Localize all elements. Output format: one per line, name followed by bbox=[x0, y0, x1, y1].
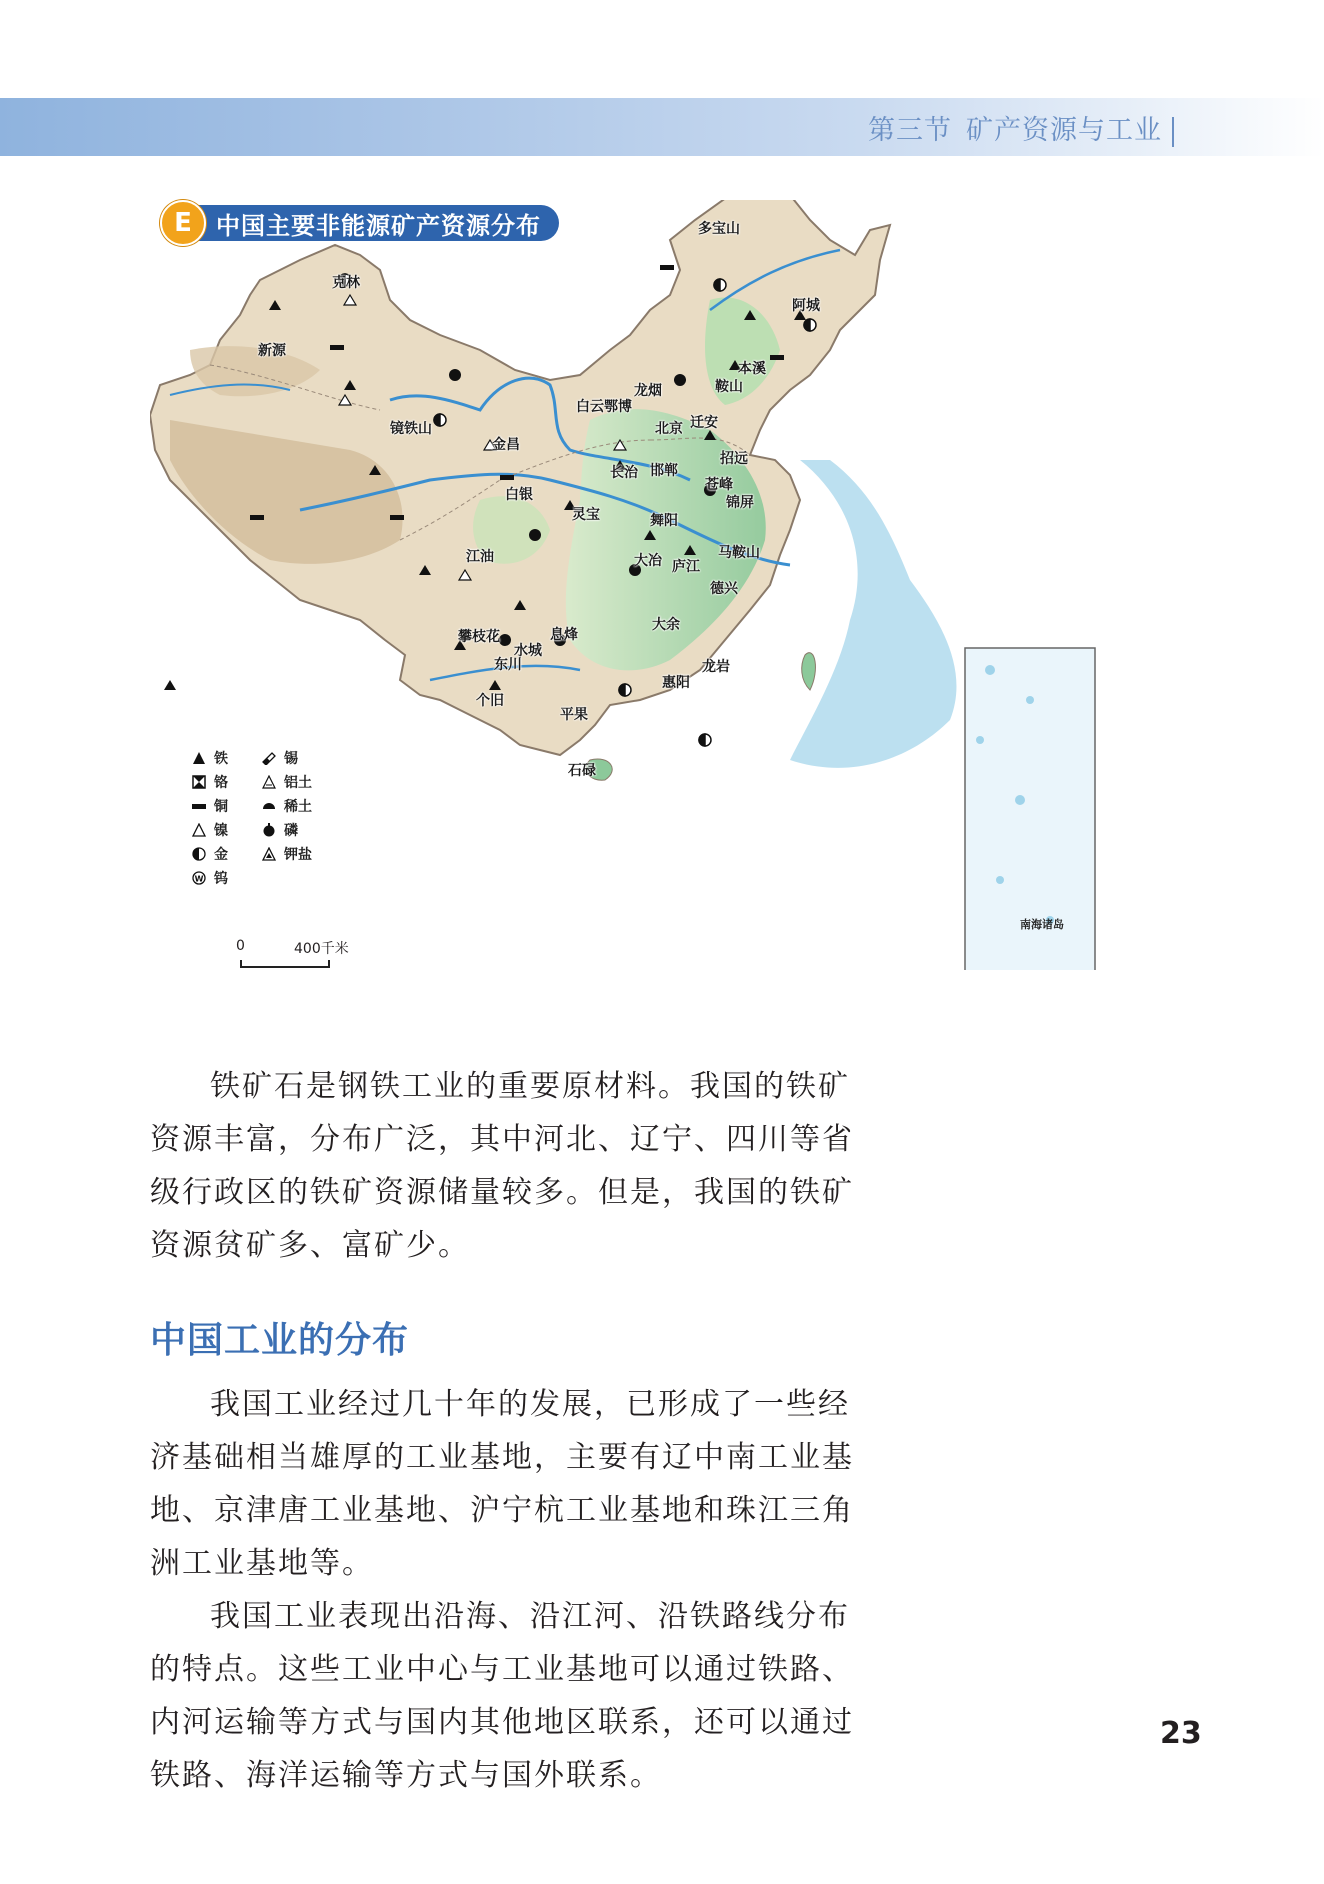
legend-item bbox=[260, 748, 298, 768]
place-lujiang: 庐江 bbox=[672, 559, 700, 575]
legend-item bbox=[260, 820, 298, 840]
inset-label: 南海诸岛 bbox=[1020, 918, 1064, 931]
place-cangfeng: 苍峰 bbox=[705, 477, 733, 493]
paragraph-text: 我国工业经过几十年的发展，已形成了一些经济基础相当雄厚的工业基地，主要有辽中南工业基地、京津唐工业基地、沪宁杭工业基地和珠江三角洲工业基地等。 bbox=[150, 1387, 854, 1581]
legend-label: 锡 bbox=[284, 751, 298, 767]
legend-item bbox=[190, 748, 228, 768]
place-wuyang: 舞阳 bbox=[650, 513, 678, 529]
legend-item bbox=[190, 844, 228, 864]
place-maanshan: 马鞍山 bbox=[718, 545, 760, 561]
place-pingguo: 平果 bbox=[560, 707, 588, 723]
place-jinping: 锦屏 bbox=[726, 495, 754, 511]
paragraph-text: 我国工业表现出沿海、沿江河、沿铁路线分布的特点。这些工业中心与工业基地可以通过铁路、内河运输等方式与国内其他地区联系，还可以通过铁路、海洋运输等方式与国外联系。 bbox=[150, 1599, 854, 1793]
triangle-dash-icon bbox=[260, 773, 278, 791]
paragraph-text: 铁矿石是钢铁工业的重要原材料。我国的铁矿资源丰富，分布广泛，其中河北、辽宁、四川等省级行政区的铁矿资源储量较多。但是，我国的铁矿资源贫矿多、富矿少。 bbox=[150, 1069, 854, 1263]
figure-letter-badge: E bbox=[160, 200, 206, 246]
place-lingbao: 灵宝 bbox=[572, 507, 600, 523]
place-baiyunebo: 白云鄂博 bbox=[576, 399, 632, 415]
legend-item bbox=[190, 772, 228, 792]
map-title-badge bbox=[160, 202, 559, 244]
legend-label: 铜 bbox=[214, 799, 228, 815]
legend-item bbox=[190, 820, 228, 840]
legend-label: 钨 bbox=[214, 871, 228, 887]
legend-label: 铁 bbox=[214, 751, 228, 767]
place-jinchang: 金昌 bbox=[492, 437, 520, 453]
triangle-outline-icon bbox=[190, 821, 208, 839]
taiwan bbox=[802, 653, 816, 690]
place-beijing: 北京 bbox=[655, 421, 683, 437]
place-anshan: 鞍山 bbox=[715, 379, 743, 395]
place-shilu: 石碌 bbox=[568, 763, 596, 779]
place-baiyin: 白银 bbox=[505, 487, 533, 503]
place-duobaoshan: 多宝山 bbox=[698, 221, 740, 237]
semicircle-icon bbox=[260, 797, 278, 815]
sea-area bbox=[790, 460, 956, 768]
legend-item bbox=[260, 772, 312, 792]
place-gejiu: 个旧 bbox=[476, 693, 504, 709]
svg-text:W: W bbox=[194, 874, 204, 884]
chromium-box-icon bbox=[190, 773, 208, 791]
legend-label: 稀土 bbox=[284, 799, 312, 815]
scale-zero: 0 bbox=[236, 938, 245, 954]
place-changzhi: 长治 bbox=[610, 465, 638, 481]
phosphorus-icon bbox=[260, 821, 278, 839]
place-panzhihua: 攀枝花 bbox=[458, 629, 500, 645]
place-handan: 邯郸 bbox=[650, 463, 678, 479]
place-acheng: 阿城 bbox=[792, 298, 820, 314]
section-title: 矿产资源与工业 bbox=[966, 115, 1162, 146]
place-jingtieshan: 镜铁山 bbox=[390, 421, 432, 437]
chapter-header bbox=[868, 108, 1174, 147]
place-benxi: 本溪 bbox=[738, 361, 766, 377]
legend-item bbox=[190, 796, 228, 816]
header-divider bbox=[1172, 117, 1174, 147]
place-huiyang: 惠阳 bbox=[662, 675, 690, 691]
w-circle-icon bbox=[190, 869, 208, 887]
legend-label: 钾盐 bbox=[284, 847, 312, 863]
half-circle-icon bbox=[190, 845, 208, 863]
page-number: 23 bbox=[1160, 1716, 1202, 1751]
section-number: 第三节 bbox=[868, 115, 952, 146]
diagonal-bar-icon bbox=[260, 749, 278, 767]
place-qianan: 迁安 bbox=[690, 415, 718, 431]
place-xinyuan: 新源 bbox=[258, 343, 286, 359]
section-heading: 中国工业的分布 bbox=[150, 1319, 410, 1361]
legend-label: 铝土 bbox=[284, 775, 312, 791]
legend-label: 镍 bbox=[214, 823, 228, 839]
legend-label: 磷 bbox=[284, 823, 298, 839]
triangle-filled-icon bbox=[190, 749, 208, 767]
place-dayu: 大余 bbox=[652, 617, 680, 633]
legend-label: 铬 bbox=[214, 775, 228, 791]
place-daye: 大冶 bbox=[634, 553, 662, 569]
legend-item bbox=[260, 844, 312, 864]
place-dongchuan: 东川 bbox=[494, 657, 522, 673]
place-jiangyou: 江油 bbox=[466, 549, 494, 565]
body-paragraph-industry bbox=[150, 1378, 870, 1802]
legend-item bbox=[260, 796, 312, 816]
legend-item bbox=[190, 868, 228, 888]
place-zhaoyuan: 招远 bbox=[720, 451, 748, 467]
place-kelin: 克林 bbox=[332, 275, 360, 291]
body-paragraph-iron bbox=[150, 1060, 870, 1272]
scale-line bbox=[240, 960, 330, 968]
legend-label: 金 bbox=[214, 847, 228, 863]
bar-icon bbox=[190, 797, 208, 815]
scale-distance: 400千米 bbox=[294, 941, 349, 957]
place-xifeng: 息烽 bbox=[550, 627, 578, 643]
place-shuicheng: 水城 bbox=[514, 643, 542, 659]
place-dexing: 德兴 bbox=[710, 581, 738, 597]
place-longyan-hebei: 龙烟 bbox=[634, 383, 662, 399]
place-longyan-fujian: 龙岩 bbox=[702, 659, 730, 675]
triangle-double-icon bbox=[260, 845, 278, 863]
map-title: 中国主要非能源矿产资源分布 bbox=[190, 205, 559, 241]
